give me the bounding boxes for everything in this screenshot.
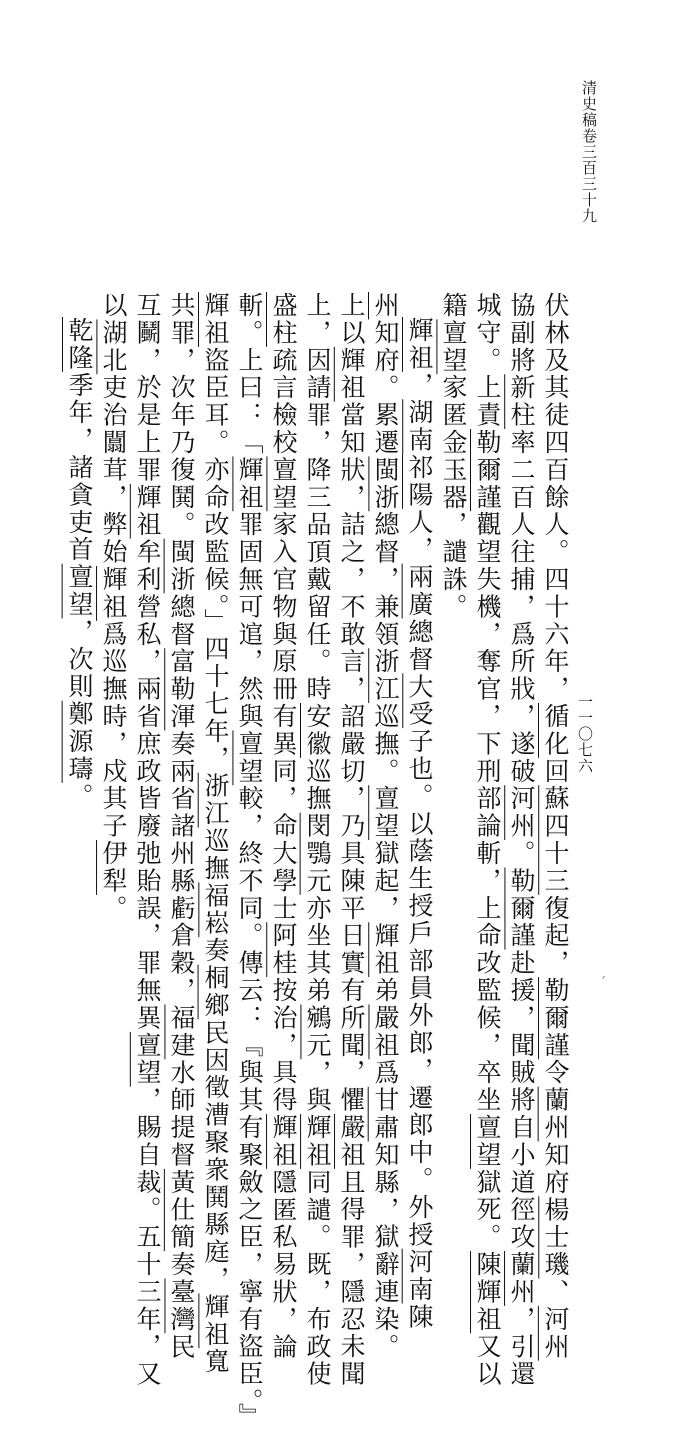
text-segment: 協副將 — [507, 292, 536, 375]
proper-name: 輝祖 — [201, 1293, 230, 1349]
book-title-header: 清史稿卷三百三十九 — [580, 80, 598, 224]
text-segment: 弟 — [371, 977, 400, 1005]
proper-name: 河州 — [507, 785, 536, 841]
text-column — [130, 292, 164, 1389]
text-segment: 家匿金玉器，譴誅。 — [439, 374, 468, 621]
text-segment: 亦坐其弟 — [303, 894, 332, 1005]
proper-name: 閩浙 — [371, 456, 400, 512]
text-segment: 陳 — [405, 1303, 434, 1331]
proper-name: 勒爾謹 — [541, 977, 570, 1060]
proper-name: 鵷元 — [303, 1004, 332, 1060]
proper-name: 河南 — [405, 1248, 434, 1304]
text-column — [402, 292, 436, 1331]
proper-name: 輝祖 — [133, 483, 162, 539]
proper-name: 盛柱 — [269, 292, 298, 347]
text-segment: 總督 — [167, 593, 196, 649]
text-segment: 城守。上責 — [473, 292, 502, 429]
text-column — [62, 292, 96, 992]
text-segment: 吏治闒茸，弊始 — [99, 374, 128, 567]
proper-name: 蘭州 — [541, 1086, 570, 1142]
text-segment: 又以 — [473, 1333, 502, 1389]
proper-name: 州 — [371, 292, 400, 320]
proper-name: 輝祖 — [371, 922, 400, 978]
text-segment: 觀望失機，奪官，下刑部論斬，上命改監候，卒坐 — [473, 511, 502, 1115]
proper-name: 楊士璣 — [541, 1196, 570, 1279]
proper-name: 富勒渾 — [167, 648, 196, 731]
proper-name: 甘肅 — [371, 1086, 400, 1142]
proper-name: 湖南 — [405, 399, 434, 455]
proper-name: 祁陽 — [405, 454, 434, 509]
text-segment: ，引還 — [507, 1305, 536, 1389]
text-segment: 上以 — [337, 292, 366, 347]
text-segment: 。 — [507, 840, 536, 868]
text-segment: 按治，具得 — [269, 977, 298, 1115]
text-column — [266, 292, 300, 1361]
text-segment: 盜臣耳。亦命改監候。」四十七年， — [201, 346, 230, 773]
text-segment: 。 — [99, 894, 128, 923]
proper-name: 閔鶚元 — [303, 812, 332, 895]
proper-name: 循化 — [541, 703, 570, 758]
text-segment: 赴援，聞賊將自小道徑攻 — [507, 949, 536, 1252]
proper-name: 亶望 — [371, 785, 400, 841]
text-segment: 罪固無可逭，然與 — [235, 511, 264, 731]
text-segment: 民因徵漕聚衆鬨縣庭， — [201, 1019, 230, 1294]
text-segment: 巡撫 — [201, 827, 230, 883]
proper-name: 河州 — [541, 1305, 570, 1361]
text-segment: 奏 — [201, 937, 230, 965]
proper-name: 陳輝祖 — [473, 1251, 502, 1334]
text-segment: 巡撫 — [303, 757, 332, 813]
body-text — [52, 292, 572, 1430]
proper-name: 黃仕簡 — [167, 1168, 196, 1252]
proper-name: 新柱 — [507, 374, 536, 430]
proper-name: 亶望 — [269, 456, 298, 512]
proper-name: 亶望 — [133, 1031, 162, 1087]
text-segment: 隱匿私易狀，論 — [269, 1168, 298, 1361]
text-column — [504, 292, 538, 1389]
proper-name: 桐鄉 — [201, 964, 230, 1020]
proper-name: 浙江 — [201, 772, 230, 828]
proper-name: 湖北 — [99, 319, 128, 375]
proper-name: 勒爾謹 — [507, 867, 536, 950]
page-number: 一一〇七六 — [576, 694, 594, 774]
text-column — [538, 292, 572, 1361]
text-segment: 當知狀，詰之，不敢言，詔嚴切，乃具陳平日實有所聞，懼 — [337, 401, 366, 1115]
text-segment: 復起， — [541, 894, 570, 978]
text-segment: 同譴。既，布政使 — [303, 1168, 332, 1389]
scan-mark: ´ — [600, 975, 606, 989]
text-segment: 總督，兼領 — [371, 511, 400, 649]
text-segment: 上，因請罪，降三品頂戴留任。時 — [303, 292, 332, 703]
proper-name: 浙江 — [371, 648, 400, 704]
text-column — [198, 292, 232, 1376]
proper-name: 大受 — [405, 673, 434, 729]
text-segment: 爲 — [371, 1059, 400, 1087]
proper-name: 輝祖 — [269, 1114, 298, 1169]
text-segment: ， — [405, 371, 434, 400]
text-segment: 人， — [405, 508, 434, 564]
proper-name: 輝祖 — [201, 292, 230, 347]
proper-name: 輝祖 — [303, 1114, 332, 1169]
text-segment: ，賜自裁。五十三年，又 — [133, 1086, 162, 1389]
text-segment: 季年，諸貪吏首 — [65, 371, 94, 564]
text-segment: 。 — [65, 782, 94, 811]
proper-name: 輝祖 — [235, 456, 264, 512]
proper-name: 鄭源璹 — [65, 700, 94, 783]
text-segment: 疏言檢校 — [269, 346, 298, 457]
text-segment: 知縣，獄辭連染。 — [371, 1141, 400, 1361]
proper-name: 蘭州 — [507, 1251, 536, 1306]
text-segment: 籍 — [439, 292, 468, 320]
text-segment: 且得罪，隱忍未聞 — [337, 1168, 366, 1389]
proper-name: 輝祖 — [99, 566, 128, 621]
proper-name: 兩廣 — [405, 563, 434, 619]
text-segment: 爲巡撫時，戍其子 — [99, 620, 128, 841]
proper-name: 亶望 — [473, 1114, 502, 1169]
text-segment: 總督 — [405, 618, 434, 674]
proper-name: 輝祖 — [405, 317, 434, 372]
proper-name: 蘇四十三 — [541, 785, 570, 895]
text-segment: 奏 — [167, 1251, 196, 1279]
proper-name: 勒爾謹 — [473, 429, 502, 512]
proper-name: 亶望 — [65, 563, 94, 619]
text-segment: 知府 — [541, 1141, 570, 1197]
proper-name: 乾隆 — [65, 317, 94, 372]
text-segment: 較，終不同。傳云：『與其有聚斂之臣，寧有盜臣。』 — [235, 785, 264, 1430]
text-segment: 水師提督 — [167, 1059, 196, 1169]
text-segment: 斬。上曰：「 — [235, 292, 264, 457]
text-column — [232, 292, 266, 1430]
text-segment: 牟利營私，兩省庶政皆廢弛貽誤，罪無異 — [133, 538, 162, 1032]
proper-name: 阿桂 — [269, 922, 298, 978]
text-segment: 令 — [541, 1059, 570, 1087]
text-segment: 奏兩省諸州縣虧倉穀， — [167, 730, 196, 1005]
text-segment: ，與 — [303, 1059, 332, 1115]
text-segment: 子也。以蔭生授戶部員外郎，遷郎中。外授 — [405, 728, 434, 1249]
text-segment: 以 — [99, 292, 128, 320]
text-column — [436, 292, 470, 992]
text-segment: 知府。累遷 — [371, 319, 400, 457]
text-segment: 、 — [541, 1278, 570, 1306]
text-segment: 伏林及其徒四百餘人。四十六年， — [541, 292, 570, 703]
proper-name: 亶望 — [439, 319, 468, 375]
text-segment: 共罪，次年乃復鬨。 — [167, 292, 196, 539]
proper-name: 臺灣 — [167, 1278, 196, 1334]
proper-name: 嚴祖 — [337, 1114, 366, 1169]
text-segment: 民 — [167, 1333, 196, 1361]
proper-name: 安徽 — [303, 703, 332, 758]
text-segment: 巡撫。 — [371, 703, 400, 786]
text-segment: 獄死。 — [473, 1168, 502, 1252]
proper-name: 輝祖 — [337, 346, 366, 402]
text-segment: 寬 — [201, 1348, 230, 1376]
text-column — [470, 292, 504, 1389]
text-segment: 互鬭，於是上罪 — [133, 292, 162, 484]
text-column — [300, 292, 334, 1389]
proper-name: 福建 — [167, 1004, 196, 1060]
text-segment: 回 — [541, 757, 570, 786]
proper-name: 伊犁 — [99, 840, 128, 895]
proper-name: 亶望 — [235, 730, 264, 786]
proper-name: 福崧 — [201, 882, 230, 938]
text-column — [334, 292, 368, 1389]
text-segment: ，次則 — [65, 618, 94, 701]
text-column — [164, 292, 198, 1361]
text-column — [368, 292, 402, 1361]
text-segment: 家入官物與原冊有異同，命大學士 — [269, 511, 298, 923]
proper-name: 閩浙 — [167, 538, 196, 594]
text-segment: 獄起， — [371, 840, 400, 923]
text-segment: 率二百人往捕，爲所戕，遂破 — [507, 429, 536, 786]
text-column — [96, 292, 130, 992]
proper-name: 嚴祖 — [371, 1004, 400, 1060]
